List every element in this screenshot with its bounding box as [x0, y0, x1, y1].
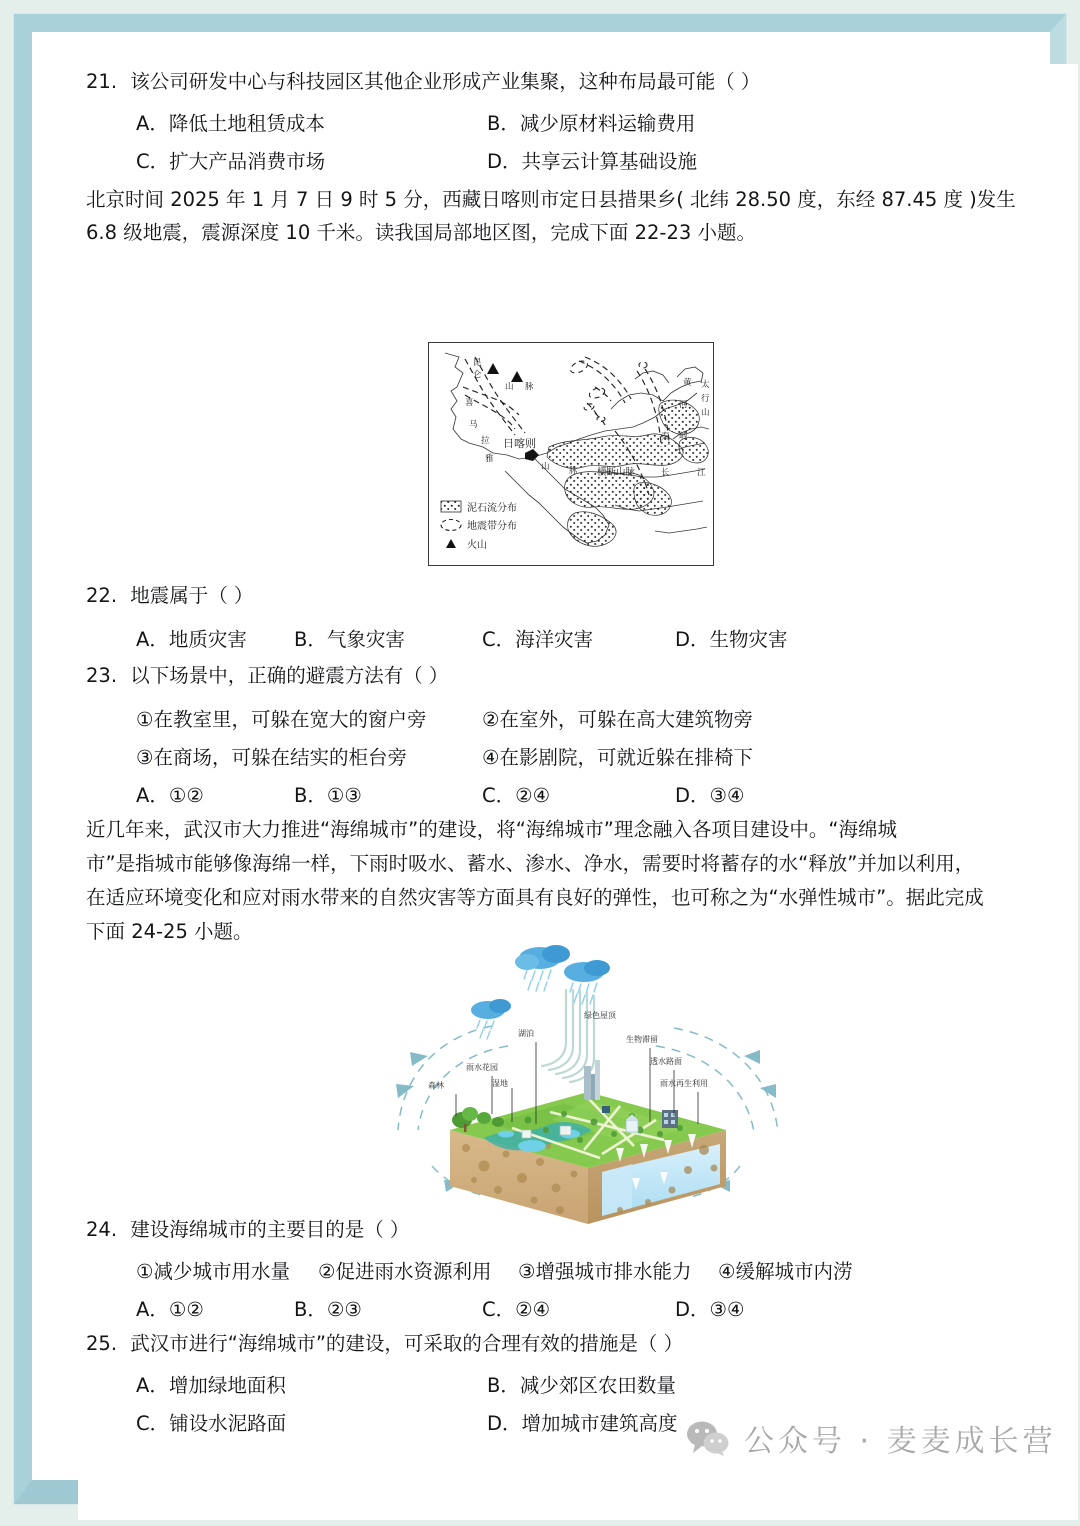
question-24-item-2: ②促进雨水资源利用: [318, 1260, 492, 1283]
svg-text:行: 行: [701, 394, 710, 404]
question-22-option-b: B．气象灾害: [294, 628, 405, 651]
question-22-option-d: D．生物灾害: [675, 628, 788, 651]
question-24-stem: 24. 建设海绵城市的主要目的是（ ）: [86, 1218, 410, 1241]
question-21-option-d: D．共享云计算基础设施: [487, 150, 698, 173]
svg-text:泥石流分布: 泥石流分布: [467, 503, 517, 514]
question-25-stem: 25. 武汉市进行“海绵城市”的建设，可采取的合理有效的措施是（ ）: [86, 1332, 684, 1355]
svg-text:脉: 脉: [525, 382, 534, 392]
question-21-option-a: A．降低土地租赁成本: [136, 112, 325, 135]
svg-text:长: 长: [661, 468, 670, 478]
question-24-option-a: A．①②: [136, 1298, 204, 1321]
question-23-item-1: ①在教室里，可躲在宽大的窗户旁: [136, 708, 427, 731]
question-24-option-b: B．②③: [294, 1298, 362, 1321]
earthquake-passage-line-1: 北京时间 2025 年 1 月 7 日 9 时 5 分，西藏日喀则市定日县措果乡( 北纬 28.50 度，东经 87.45 度 )发生: [86, 188, 1016, 211]
question-23-option-a: A．①②: [136, 784, 204, 807]
svg-text:太: 太: [701, 380, 710, 390]
question-21-number: 21.: [86, 70, 118, 93]
label-wetland: 湿地: [492, 1079, 508, 1088]
label-rainwater-reuse: 雨水再生利用: [660, 1079, 708, 1088]
question-22-option-a: A．地质灾害: [136, 628, 247, 651]
svg-text:火山: 火山: [467, 540, 487, 551]
question-24-option-c: C．②④: [482, 1298, 551, 1321]
label-rain-garden: 雨水花园: [466, 1063, 498, 1072]
question-21-option-c: C．扩大产品消费市场: [136, 150, 326, 173]
sponge-passage-line-4: 下面 24-25 小题。: [86, 920, 253, 943]
question-25-number: 25.: [86, 1332, 118, 1355]
question-25-option-b: B．减少郊区农田数量: [487, 1374, 676, 1397]
earthquake-passage-line-2: 6.8 级地震，震源深度 10 千米。读我国局部地区图，完成下面 22-23 小题。: [86, 221, 756, 244]
question-23-stem: 23. 以下场景中，正确的避震方法有（ ）: [86, 664, 449, 687]
svg-text:昆: 昆: [473, 358, 482, 368]
svg-text:山: 山: [505, 382, 514, 392]
question-22-option-c: C．海洋灾害: [482, 628, 594, 651]
svg-text:山: 山: [541, 462, 550, 472]
svg-text:仑: 仑: [473, 370, 482, 380]
question-25-option-d: D．增加城市建筑高度: [487, 1412, 678, 1435]
question-23-item-3: ③在商场，可躲在结实的柜台旁: [136, 746, 407, 769]
question-23-option-c: C．②④: [482, 784, 551, 807]
sponge-passage-line-3: 在适应环境变化和应对雨水带来的自然灾害等方面具有良好的弹性，也可称之为“水弹性城市”。据此完成: [86, 886, 984, 909]
question-23-item-4: ④在影剧院，可就近躲在排椅下: [482, 746, 753, 769]
question-24-item-1: ①减少城市用水量: [136, 1260, 290, 1283]
footer-watermark: [686, 1416, 1057, 1460]
svg-text:山: 山: [701, 408, 710, 418]
question-23-option-d: D．③④: [675, 784, 745, 807]
svg-text:江: 江: [697, 468, 706, 478]
question-24-number: 24.: [86, 1218, 118, 1241]
label-permeable-pavement: 透水路面: [650, 1057, 682, 1066]
svg-text:喜: 喜: [465, 398, 474, 408]
paper-sheet: [78, 64, 1078, 1520]
svg-text:马: 马: [469, 420, 478, 430]
label-green-roof: 绿色屋顶: [584, 1011, 616, 1020]
wechat-icon: [686, 1420, 730, 1456]
svg-text:河: 河: [679, 400, 688, 410]
question-23-number: 23.: [86, 664, 118, 687]
svg-text:拉: 拉: [481, 436, 490, 446]
question-24-item-4: ④缓解城市内涝: [718, 1260, 853, 1283]
svg-text:秦: 秦: [661, 432, 670, 442]
label-forest: 森林: [428, 1081, 444, 1090]
question-24-item-3: ③增强城市排水能力: [518, 1260, 692, 1283]
svg-text:日喀则: 日喀则: [503, 437, 536, 450]
question-22-stem: 22. 地震属于（ ）: [86, 584, 254, 607]
svg-text:岭: 岭: [679, 432, 688, 442]
sponge-passage-line-1: 近几年来，武汉市大力推进“海绵城市”的建设，将“海绵城市”理念融入各项目建设中。“海绵城: [86, 818, 898, 841]
label-lake: 湖泊: [518, 1029, 534, 1038]
svg-text:地震带分布: 地震带分布: [467, 521, 517, 532]
question-22-number: 22.: [86, 584, 118, 607]
page-frame: [14, 14, 1066, 1504]
question-25-option-a: A．增加绿地面积: [136, 1374, 286, 1397]
label-bio-retention: 生物滞留: [626, 1035, 658, 1044]
question-21-option-b: B．减少原材料运输费用: [487, 112, 696, 135]
question-25-option-c: C．铺设水泥路面: [136, 1412, 287, 1435]
sponge-city-diagram: [388, 934, 788, 1224]
question-23-option-b: B．①③: [294, 784, 362, 807]
svg-text:黄: 黄: [683, 378, 692, 388]
sponge-passage-line-2: 市”是指城市能够像海绵一样，下雨时吸水、蓄水、渗水、净水，需要时将蓄存的水“释放”并加以利用，: [86, 852, 975, 875]
svg-text:横断山脉: 横断山脉: [597, 467, 636, 478]
question-24-option-d: D．③④: [675, 1298, 745, 1321]
svg-text:雅: 雅: [485, 454, 494, 464]
footer-watermark-text: 公众号 · 麦麦成长营: [744, 1424, 1057, 1459]
question-21-stem: 21. 该公司研发中心与科技园区其他企业形成产业集聚，这种布局最可能（ ）: [86, 70, 761, 93]
svg-text:脉: 脉: [569, 466, 578, 476]
china-regional-map-figure: [428, 342, 714, 566]
question-23-item-2: ②在室外，可躲在高大建筑物旁: [482, 708, 753, 731]
rain-cloud-group: [471, 945, 610, 1019]
